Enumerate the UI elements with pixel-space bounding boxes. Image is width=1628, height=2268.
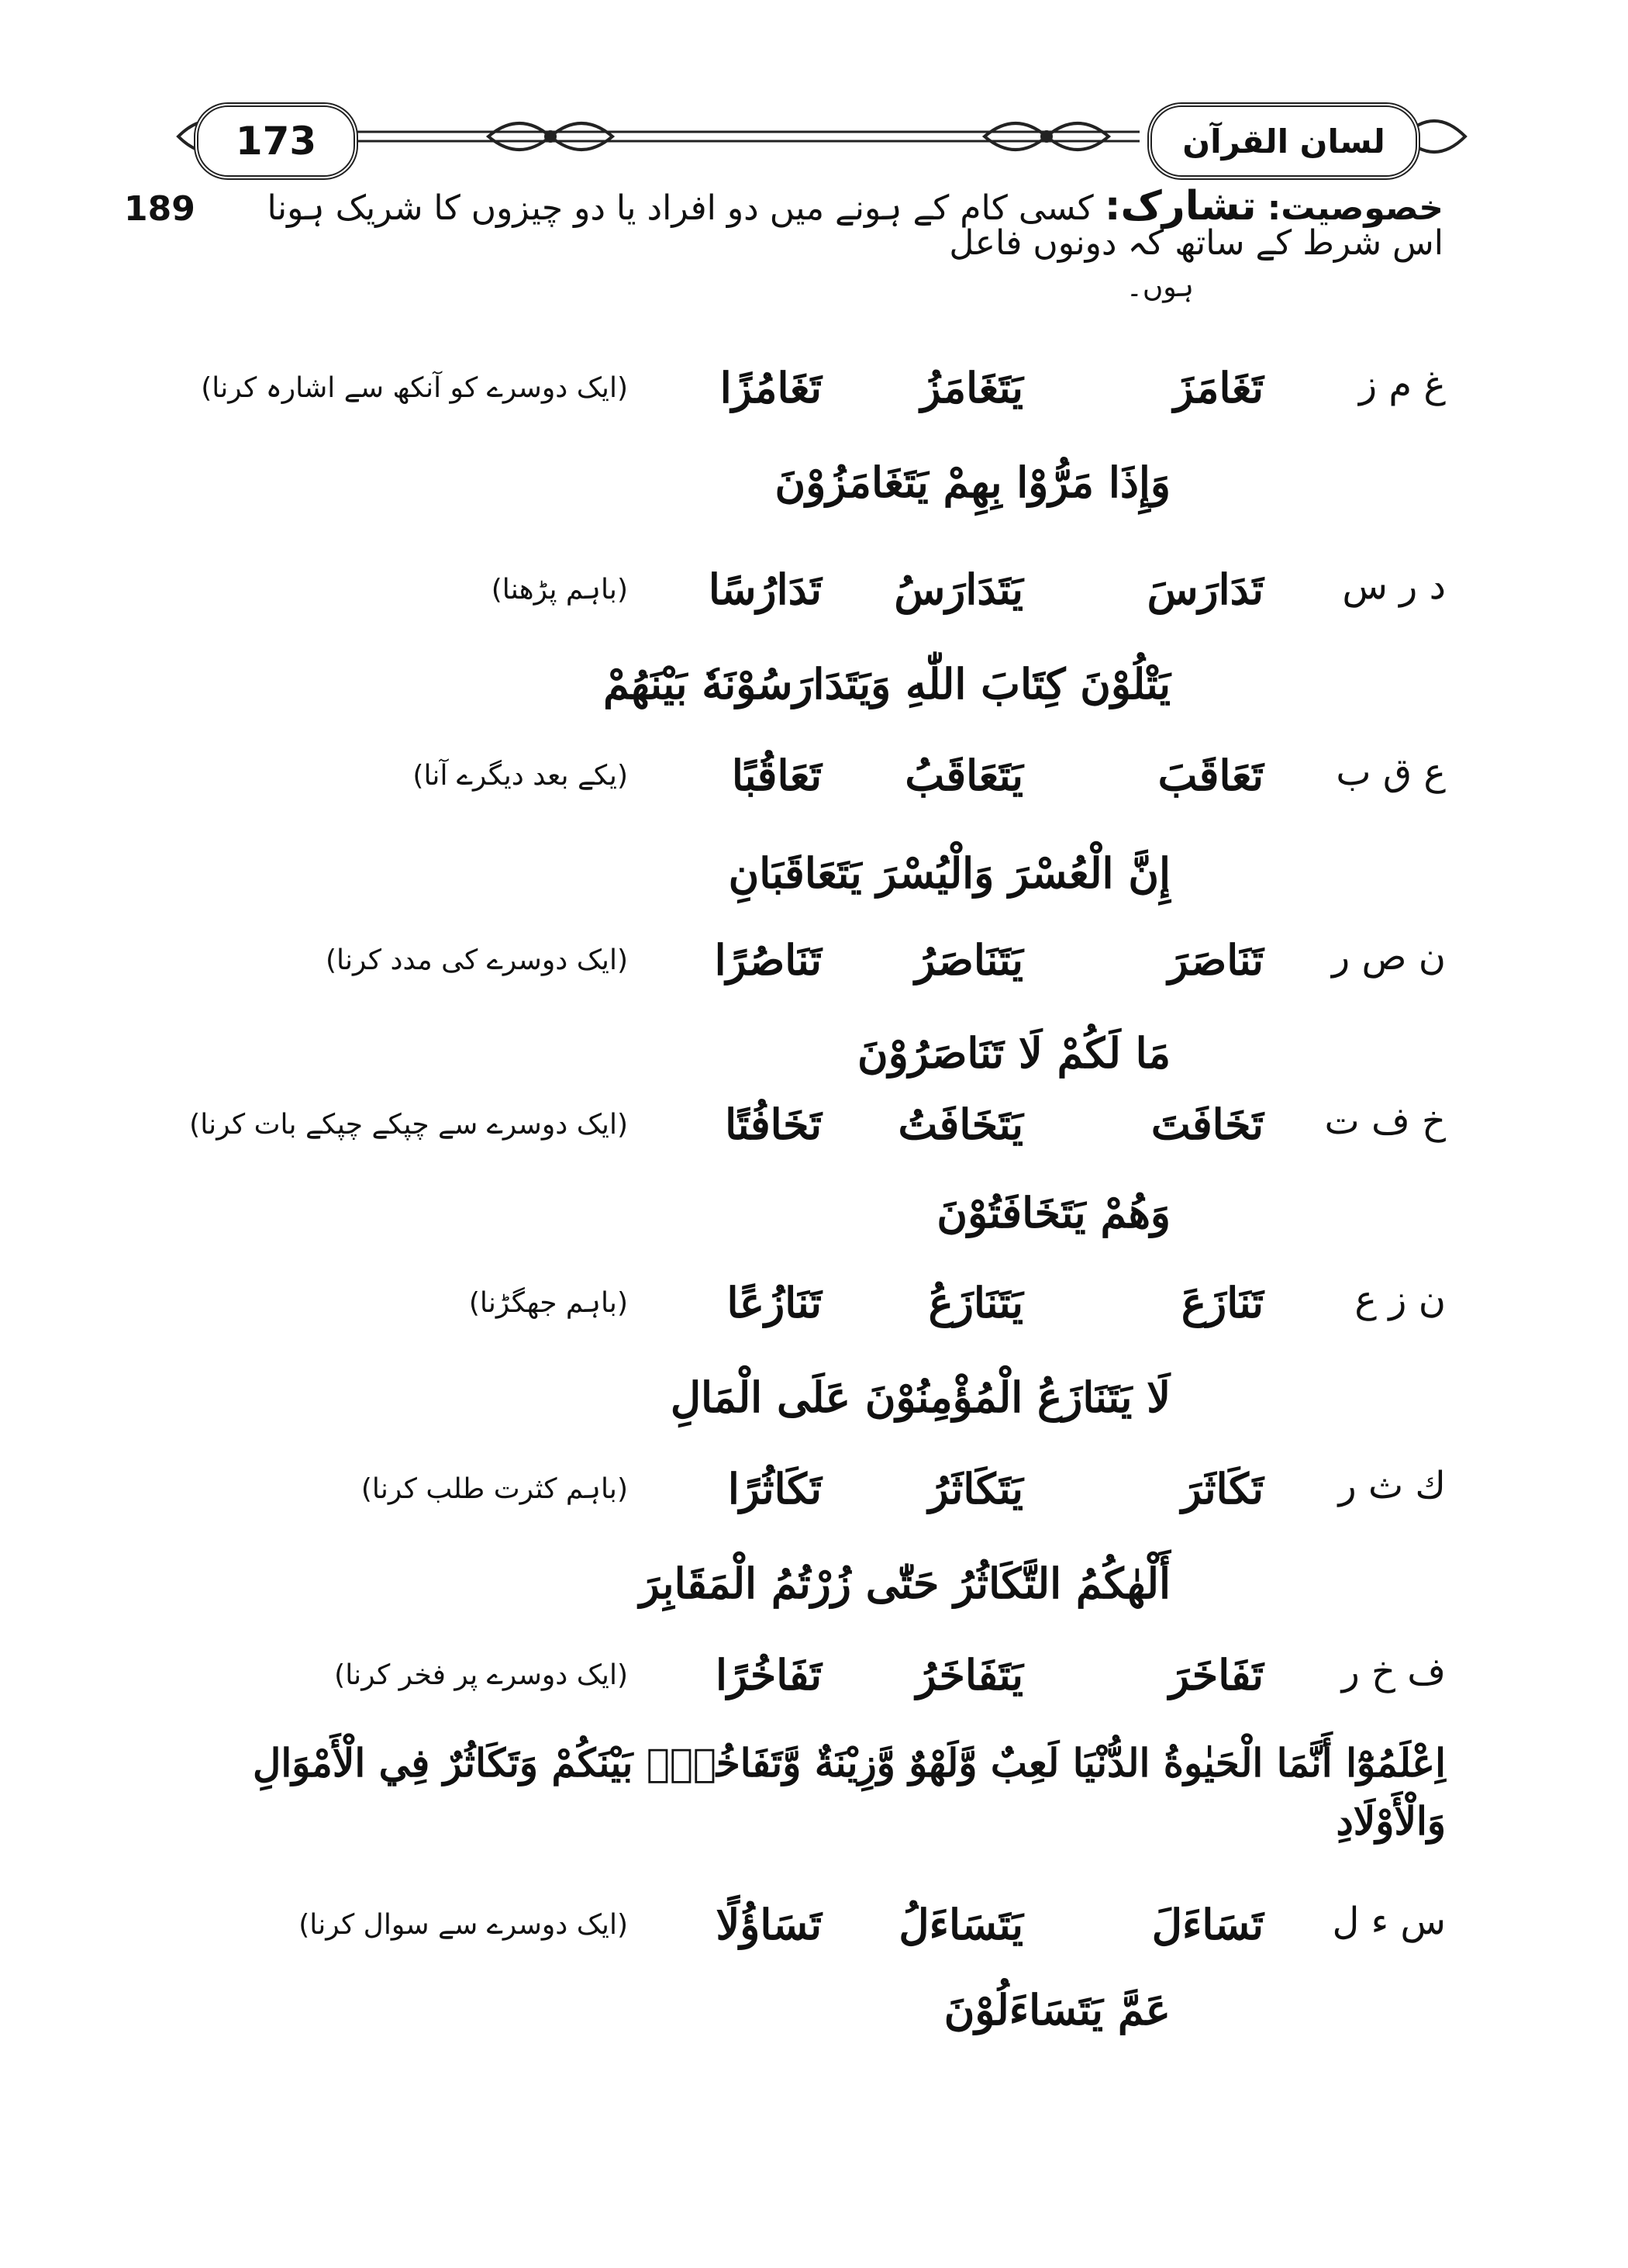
example-phrase: اِعْلَمُوْٓا أَنَّمَا الْحَيٰوةُ الدُّنْيَا لَعِبٌ وَّلَهْوٌ وَّزِيْنَةٌ وَّتَفَاخُرٌۢ بَيْنَكُمْ وَتَكَاثُرٌ فِي الْأَمْوَالِ وَالْأَوْلَادِ	[253, 1740, 1446, 1844]
verb-entry-row	[0, 1650, 1628, 1735]
present-verb: يَتَخَافَتُ	[898, 1099, 1023, 1149]
past-verb: تَنَازَعَ	[1181, 1278, 1264, 1327]
urdu-meaning: (یکے بعد دیگرے آنا)	[412, 760, 628, 792]
book-title: لسان القرآن	[1147, 102, 1420, 180]
present-verb: يَتَفَاخَرُ	[916, 1650, 1023, 1700]
present-verb: يَتَسَاءَلُ	[899, 1900, 1023, 1949]
root-letters: ن ز ع	[1354, 1278, 1446, 1321]
verbal-noun: تَخَافُتًا	[725, 1099, 822, 1149]
past-verb: تَنَاصَرَ	[1168, 935, 1264, 985]
definition-continuation: ہوں۔	[1126, 271, 1194, 303]
definition-term: تشارک:	[1104, 183, 1257, 230]
verbal-noun: تَعَاقُبًا	[731, 751, 822, 800]
verbal-noun: تَنَازُعًا	[726, 1278, 822, 1327]
present-verb: يَتَنَاصَرُ	[915, 935, 1023, 985]
present-verb: يَتَغَامَزُ	[920, 363, 1023, 413]
section-number: 189	[124, 189, 195, 229]
urdu-meaning: (ایک دوسرے کی مدد کرنا)	[326, 944, 628, 976]
definition-label: خصوصیت:	[1267, 188, 1443, 228]
example-phrase: أَلْهٰكُمُ التَّكَاثُرُ حَتّٰى زُرْتُمُ الْمَقَابِرَ	[639, 1559, 1171, 1608]
past-verb: تَسَاءَلَ	[1151, 1900, 1264, 1949]
root-letters: د ر س	[1342, 564, 1446, 608]
past-verb: تَغَامَزَ	[1173, 363, 1264, 413]
urdu-meaning: (ایک دوسرے سے چپکے چپکے بات کرنا)	[189, 1109, 628, 1141]
root-letters: غ م ز	[1358, 363, 1446, 406]
definition-text: کسی کام کے ہونے میں دو افراد یا دو چیزوں کا شریک ہونا اس شرط کے ساتھ کہ دونوں فاعل	[267, 188, 1443, 263]
verb-entry-row	[0, 1278, 1628, 1363]
example-phrase: يَتْلُوْنَ كِتَابَ اللّٰهِ وَيَتَدَارَسُوْنَهٗ بَيْنَهُمْ	[603, 659, 1171, 709]
urdu-meaning: (ایک دوسرے سے سوال کرنا)	[298, 1909, 628, 1941]
present-verb: يَتَعَاقَبُ	[905, 751, 1023, 800]
root-letters: ك ث ر	[1338, 1464, 1446, 1507]
example-phrase: عَمَّ يَتَسَاءَلُوْنَ	[943, 1985, 1171, 2035]
urdu-meaning: (ایک دوسرے کو آنکھ سے اشارہ کرنا)	[201, 372, 628, 404]
root-letters: خ ف ت	[1324, 1099, 1446, 1143]
past-verb: تَكَاثَرَ	[1181, 1464, 1264, 1514]
example-phrase: إِنَّ الْعُسْرَ وَالْيُسْرَ يَتَعَاقَبَانِ	[728, 848, 1171, 898]
verb-entry-row	[0, 363, 1628, 448]
urdu-meaning: (ایک دوسرے پر فخر کرنا)	[334, 1659, 628, 1691]
root-letters: ع ق ب	[1336, 751, 1446, 794]
present-verb: يَتَدَارَسُ	[894, 564, 1023, 614]
example-phrase: وَإِذَا مَرُّوْا بِهِمْ يَتَغَامَزُوْنَ	[774, 457, 1171, 507]
past-verb: تَفَاخَرَ	[1169, 1650, 1264, 1700]
past-verb: تَخَافَتَ	[1150, 1099, 1264, 1149]
past-verb: تَدَارَسَ	[1147, 564, 1264, 614]
verbal-noun: تَفَاخُرًا	[716, 1650, 822, 1700]
verbal-noun: تَدَارُسًا	[708, 564, 822, 614]
verbal-noun: تَغَامُزًا	[719, 363, 822, 413]
urdu-meaning: (باہم کثرت طلب کرنا)	[360, 1473, 628, 1505]
urdu-meaning: (باہم جھگڑنا)	[468, 1287, 628, 1319]
example-phrase: مَا لَكُمْ لَا تَنَاصَرُوْنَ	[857, 1028, 1171, 1078]
present-verb: يَتَنَازَعُ	[928, 1278, 1023, 1327]
root-letters: ن ص ر	[1332, 935, 1446, 979]
verb-entry-row	[0, 1464, 1628, 1549]
verb-entry-row	[0, 751, 1628, 836]
verbal-noun: تَسَاؤُلًا	[716, 1900, 822, 1949]
past-verb: تَعَاقَبَ	[1157, 751, 1264, 800]
example-phrase: وَهُمْ يَتَخَافَتُوْنَ	[936, 1188, 1171, 1238]
verbal-noun: تَكَاثُرًا	[727, 1464, 822, 1514]
verb-entry-row	[0, 1099, 1628, 1185]
root-letters: س ء ل	[1332, 1900, 1446, 1943]
verb-entry-row	[0, 1900, 1628, 1985]
verb-entry-row	[0, 564, 1628, 650]
verbal-noun: تَنَاصُرًا	[714, 935, 822, 985]
page-number: 173	[194, 102, 358, 180]
example-phrase: لَا يَتَنَازَعُ الْمُؤْمِنُوْنَ عَلَى الْمَالِ	[670, 1372, 1171, 1422]
definition-line	[265, 183, 1443, 263]
root-letters: ف خ ر	[1341, 1650, 1446, 1693]
urdu-meaning: (باہم پڑھنا)	[491, 574, 628, 606]
verb-entry-row	[0, 935, 1628, 1020]
present-verb: يَتَكَاثَرُ	[928, 1464, 1023, 1514]
